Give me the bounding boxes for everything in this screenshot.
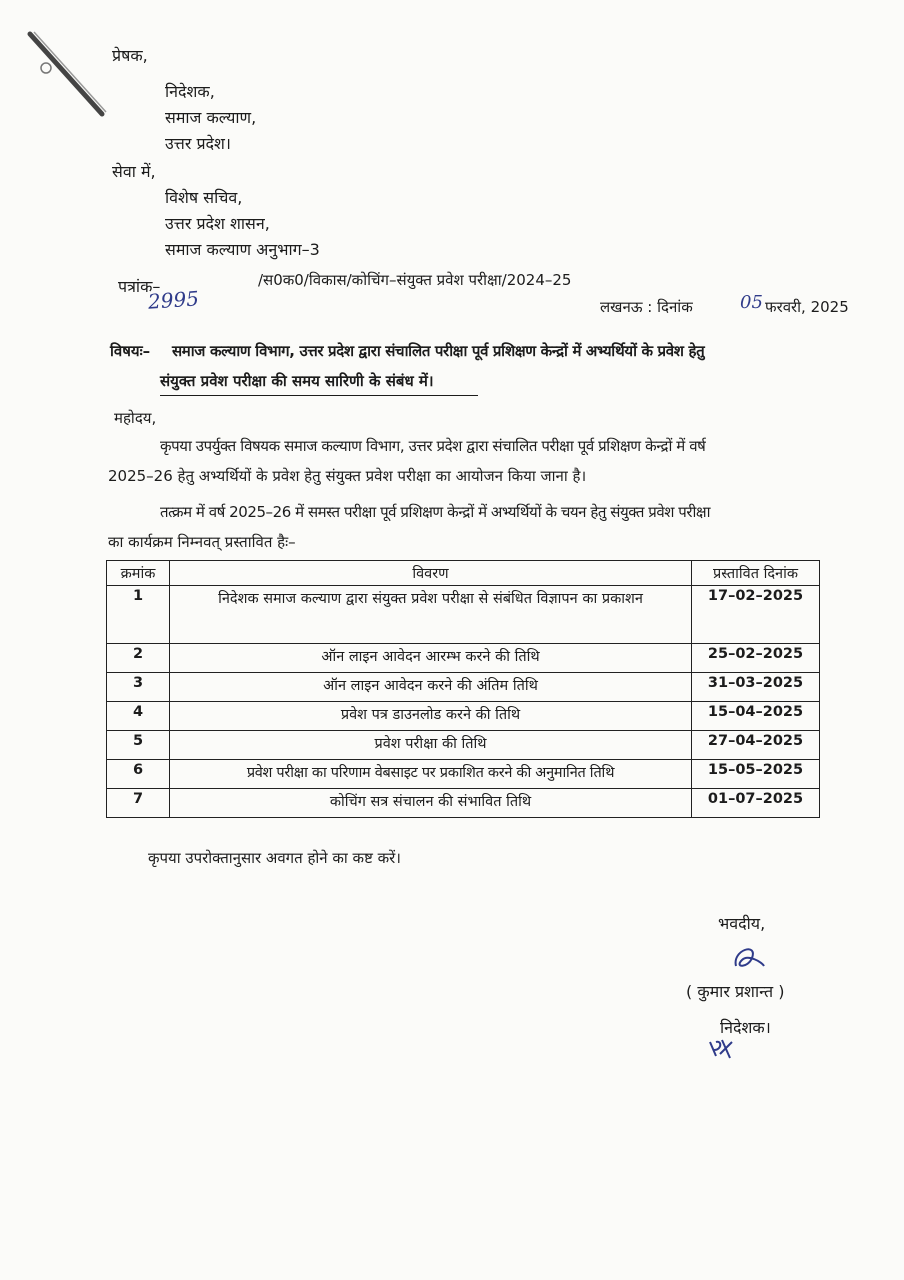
valediction: भवदीय,: [718, 914, 766, 933]
paragraph-line: तत्क्रम में वर्ष 2025–26 में समस्त परीक्षा पूर्व प्रशिक्षण केन्द्रों में अभ्यर्थियों के चयन हेतु संयुक्त प्रवेश परीक्षा: [160, 503, 711, 521]
paragraph-line: 2025–26 हेतु अभ्यर्थियों के प्रवेश हेतु संयुक्त प्रवेश परीक्षा का आयोजन किया जाना है।: [108, 467, 587, 485]
subject-underline: [160, 395, 478, 396]
row-description: कोचिंग सत्र संचालन की संभावित तिथि: [170, 789, 692, 818]
row-date: 25–02–2025: [692, 644, 820, 673]
subject-line: समाज कल्याण विभाग, उत्तर प्रदेश द्वारा संचालित परीक्षा पूर्व प्रशिक्षण केन्द्रों में अभ्यर्थियों के प्रवेश हेतु: [172, 342, 705, 360]
row-date: 31–03–2025: [692, 673, 820, 702]
paragraph-line: कृपया उपर्युक्त विषयक समाज कल्याण विभाग, उत्तर प्रदेश द्वारा संचालित परीक्षा पूर्व प्रशिक्षण केन्द्रों में वर्ष: [160, 437, 706, 455]
row-serial: 6: [107, 760, 170, 789]
row-description: ऑन लाइन आवेदन करने की अंतिम तिथि: [170, 673, 692, 702]
recipient-line: उत्तर प्रदेश शासन,: [165, 214, 270, 233]
reference-suffix: /स0क0/विकास/कोचिंग–संयुक्त प्रवेश परीक्षा/2024–25: [258, 271, 572, 289]
reference-label: पत्रांक–: [118, 277, 161, 296]
row-serial: 1: [107, 586, 170, 644]
row-serial: 7: [107, 789, 170, 818]
row-description: प्रवेश पत्र डाउनलोड करने की तिथि: [170, 702, 692, 731]
staple-pin-mark: [24, 28, 114, 128]
table-row: [107, 789, 820, 818]
closing-note: कृपया उपरोक्तानुसार अवगत होने का कष्ट करें।: [148, 849, 401, 867]
table-row: [107, 731, 820, 760]
row-description: ऑन लाइन आवेदन आरम्भ करने की तिथि: [170, 644, 692, 673]
table-row: [107, 644, 820, 673]
row-date: 27–04–2025: [692, 731, 820, 760]
recipient-label: सेवा में,: [112, 162, 156, 181]
paragraph-line: का कार्यक्रम निम्नवत् प्रस्तावित हैः–: [108, 533, 296, 551]
sender-line: निदेशक,: [165, 82, 215, 101]
row-date: 15–05–2025: [692, 760, 820, 789]
row-description: प्रवेश परीक्षा का परिणाम वेबसाइट पर प्रकाशित करने की अनुमानित तिथि: [170, 760, 692, 789]
table-row: [107, 760, 820, 789]
salutation: महोदय,: [114, 409, 157, 427]
row-date: 17–02–2025: [692, 586, 820, 644]
subject-line: संयुक्त प्रवेश परीक्षा की समय सारिणी के संबंध में।: [160, 372, 434, 390]
table-row: [107, 702, 820, 731]
row-date: 15–04–2025: [692, 702, 820, 731]
signature-mark: [728, 936, 768, 976]
row-serial: 5: [107, 731, 170, 760]
table-row: [107, 586, 820, 644]
date-suffix: फरवरी, 2025: [765, 298, 849, 316]
row-date: 01–07–2025: [692, 789, 820, 818]
row-serial: 3: [107, 673, 170, 702]
table-header-row: [107, 561, 820, 586]
exam-schedule-table: [106, 560, 820, 818]
column-header-description: विवरण: [170, 561, 692, 586]
signatory-name: ( कुमार प्रशान्त ): [686, 982, 785, 1001]
sender-line: उत्तर प्रदेश।: [165, 134, 231, 153]
initials-mark: [706, 1036, 736, 1062]
date-prefix: लखनऊ : दिनांक: [600, 298, 693, 316]
row-serial: 2: [107, 644, 170, 673]
handwritten-date-day: 05: [740, 292, 763, 313]
row-description: निदेशक समाज कल्याण द्वारा संयुक्त प्रवेश परीक्षा से संबंधित विज्ञापन का प्रकाशन: [170, 586, 692, 644]
signatory-designation: निदेशक।: [720, 1018, 771, 1037]
row-serial: 4: [107, 702, 170, 731]
sender-label: प्रेषक,: [112, 46, 148, 65]
table-row: [107, 673, 820, 702]
recipient-line: विशेष सचिव,: [165, 188, 243, 207]
subject-label: विषयः–: [110, 342, 151, 360]
recipient-line: समाज कल्याण अनुभाग–3: [165, 240, 320, 259]
sender-line: समाज कल्याण,: [165, 108, 257, 127]
handwritten-letter-number: 2995: [147, 286, 200, 314]
column-header-date: प्रस्तावित दिनांक: [692, 561, 820, 586]
row-description: प्रवेश परीक्षा की तिथि: [170, 731, 692, 760]
column-header-serial: क्रमांक: [107, 561, 170, 586]
